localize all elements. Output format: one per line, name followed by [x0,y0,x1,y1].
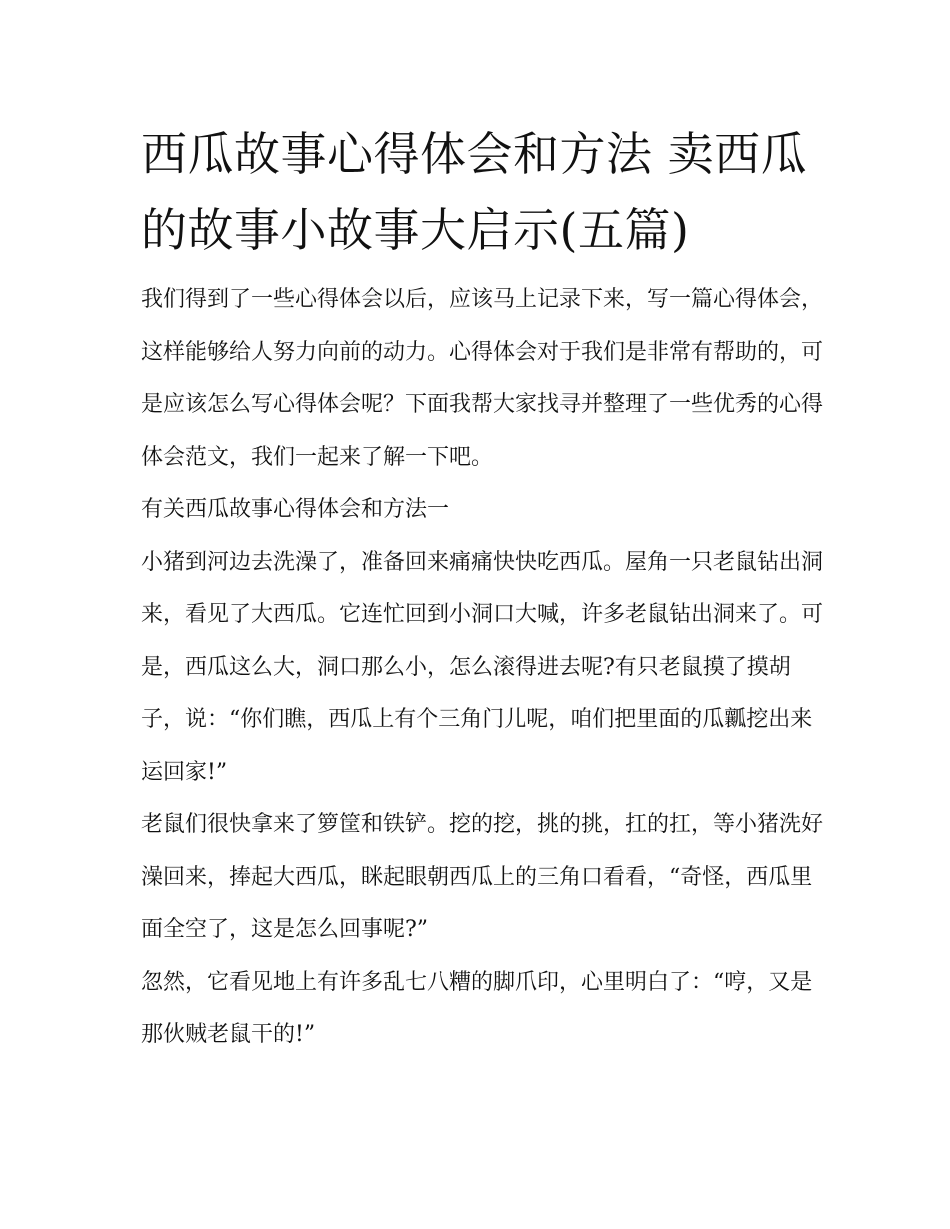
intro-paragraph: 我们得到了一些心得体会以后，应该马上记录下来，写一篇心得体会，这样能够给人努力向前的动力。心得体会对于我们是非常有帮助的，可是应该怎么写心得体会呢？下面我帮大家找寻并整理了一些优秀的心得体会范文，我们一起来了解一下吧。 [141,287,824,470]
story-paragraph-2: 老鼠们很快拿来了箩筐和铁铲。挖的挖，挑的挑，扛的扛，等小猪洗好澡回来，捧起大西瓜，眯起眼朝西瓜上的三角口看看，“奇怪，西瓜里面全空了，这是怎么回事呢?” [141,812,824,942]
story-paragraph-3: 忽然，它看见地上有许多乱七八糟的脚爪印，心里明白了：“哼，又是那伙贼老鼠干的!” [141,969,813,1047]
section-heading: 有关西瓜故事心得体会和方法一 [141,497,450,522]
document-body [141,274,823,1062]
document-title: 西瓜故事心得体会和方法 卖西瓜的故事小故事大启示(五篇) [141,127,808,257]
story-paragraph-1: 小猪到河边去洗澡了，准备回来痛痛快快吃西瓜。屋角一只老鼠钻出洞来，看见了大西瓜。它连忙回到小洞口大喊，许多老鼠钻出洞来了。可是，西瓜这么大，洞口那么小，怎么滚得进去呢?有只老鼠摸了摸胡子，说：“你们瞧，西瓜上有个三角门儿呢，咱们把里面的瓜瓤挖出来运回家!” [141,549,824,785]
